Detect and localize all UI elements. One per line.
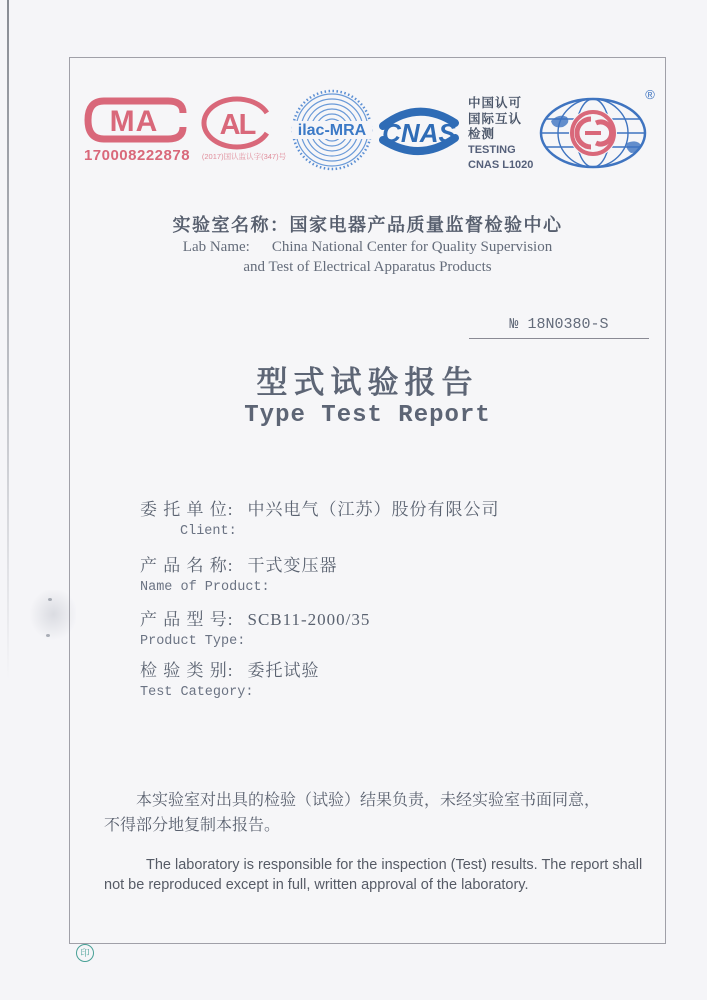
lab-name-en-text: China National Center for Quality Supervision <box>271 239 553 255</box>
field-label-zh: 产 品 型 号: SCB11-2000/35 <box>140 610 371 629</box>
seal-stamp-icon: 印 <box>76 944 94 962</box>
field-label-en: Name of Product: <box>140 580 270 595</box>
globe-certification-logo <box>535 85 659 180</box>
report-title-zh: 型式试验报告 <box>256 365 479 400</box>
registered-mark: ® <box>645 87 655 102</box>
al-letters: AL <box>219 109 255 141</box>
responsibility-statement-en <box>104 855 666 896</box>
field-value: 干式变压器 <box>247 556 338 575</box>
field-label-zh: 检 验 类 别: 委托试验 <box>140 661 320 680</box>
statement-zh-line2: 不得部分地复制本报告。 <box>104 816 281 834</box>
statement-en-line2: not be reproduced except in full, written approval of the laboratory. <box>104 877 529 894</box>
field-client <box>140 495 610 539</box>
field-product-name <box>140 551 610 595</box>
al-caption: (2017)国认监认字(347)号 <box>201 152 287 161</box>
scan-edge-artifact <box>7 0 9 680</box>
accreditation-line: 检测 <box>468 127 496 141</box>
cnas-label: CNAS <box>382 118 456 148</box>
lab-name-zh: 实验室名称：国家电器产品质量监督检验中心 <box>172 215 563 235</box>
accreditation-line: CNAS L1020 <box>468 159 534 171</box>
lab-name-en-label: Lab Name: <box>182 239 250 255</box>
al-logo <box>196 95 278 156</box>
accreditation-line: 国际互认 <box>468 111 523 126</box>
cma-logo <box>82 94 190 151</box>
lab-name-en-line2: and Test of Electrical Apparatus Products <box>243 259 492 275</box>
ilac-mra-label: ilac-MRA <box>297 122 367 139</box>
statement-zh-line1: 本实验室对出具的检验（试验）结果负责，未经实验室书面同意， <box>136 792 601 809</box>
field-label-en: Test Category: <box>140 685 254 700</box>
statement-en-line1: The laboratory is responsible for the inspection (Test) results. The report shall <box>146 857 643 873</box>
cma-letters: MA <box>109 105 159 138</box>
report-title-en: Type Test Report <box>244 402 491 429</box>
accreditation-line: TESTING <box>468 143 516 156</box>
cnas-accreditation-text <box>468 96 533 174</box>
cma-certificate-number: 170008222878 <box>83 147 191 164</box>
ilac-mra-logo <box>291 89 373 176</box>
field-value: 委托试验 <box>247 661 320 680</box>
field-label-en: Client: <box>180 524 237 539</box>
field-test-category <box>140 656 610 700</box>
field-label-zh: 委 托 单 位: 中兴电气（江苏）股份有限公司 <box>140 500 500 519</box>
responsibility-statement-zh <box>104 789 652 839</box>
report-fields <box>140 495 610 715</box>
page-border-frame <box>69 57 666 944</box>
lab-name-en-line1 <box>70 239 665 256</box>
field-product-type <box>140 605 610 649</box>
field-value: SCB11-2000/35 <box>247 610 371 629</box>
accreditation-line: 中国认可 <box>468 96 523 110</box>
field-label-zh: 产 品 名 称: 干式变压器 <box>140 556 338 575</box>
cnas-logo <box>376 102 462 165</box>
field-value: 中兴电气（江苏）股份有限公司 <box>247 500 500 519</box>
report-number: № 18N0380-S <box>469 316 649 339</box>
field-label-en: Product Type: <box>140 634 246 649</box>
